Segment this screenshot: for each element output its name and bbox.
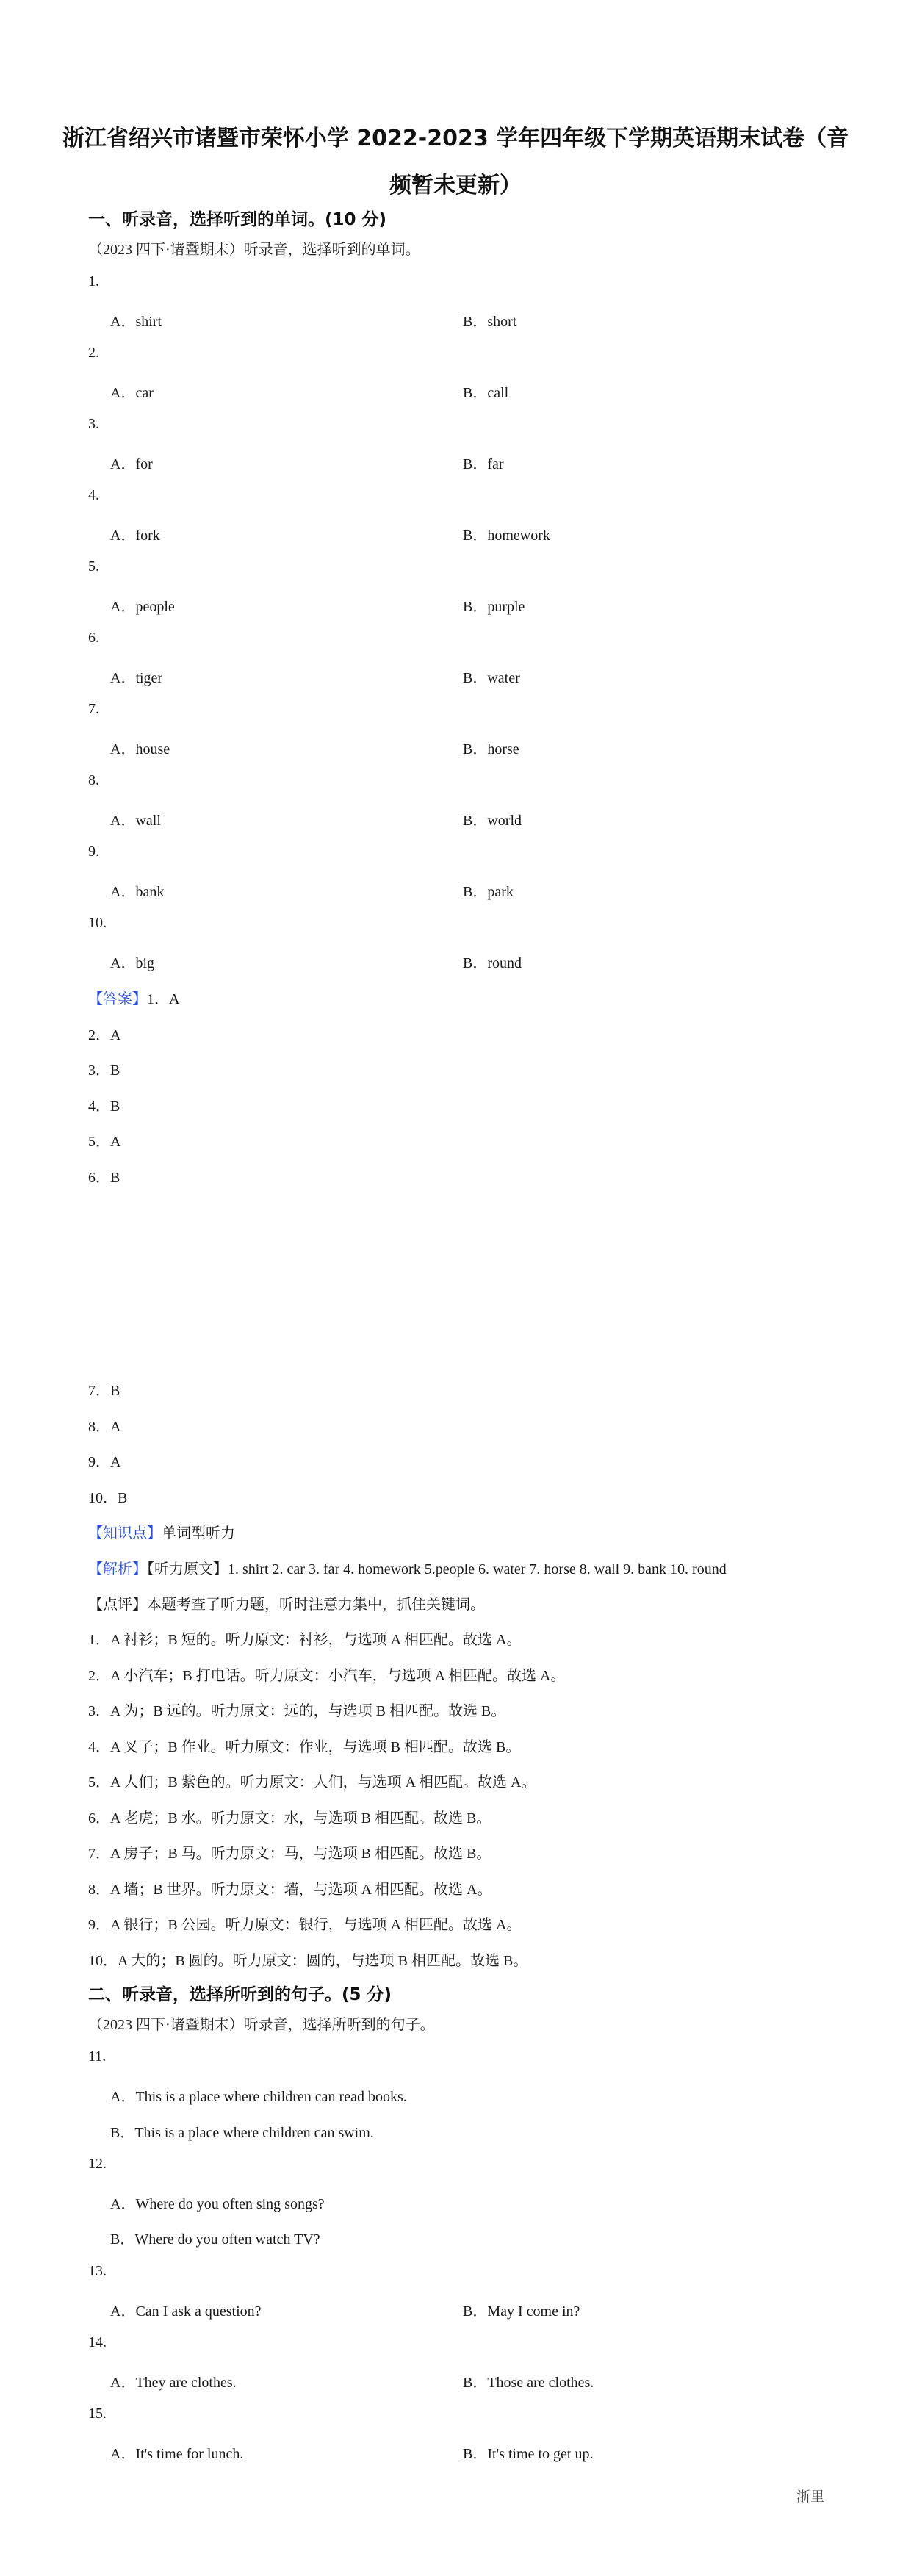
question-number: 1. (88, 273, 99, 289)
option-b[interactable]: B．This is a place where children can swim. (110, 2125, 374, 2141)
explanation-item: 8．A 墙；B 世界。听力原文：墙，与选项 A 相匹配。故选 A。 (88, 1882, 492, 1898)
explanation-item: 2．A 小汽车；B 打电话。听力原文：小汽车，与选项 A 相匹配。故选 A。 (88, 1668, 566, 1684)
option-a[interactable]: A．for (110, 456, 153, 472)
question-number: 9. (88, 843, 99, 860)
question-number: 12. (88, 2156, 107, 2172)
page-footer: 浙里 (796, 2489, 824, 2505)
section-2-source: （2023 四下·诸暨期末）听录音，选择所听到的句子。 (88, 2017, 435, 2033)
answer-item: 9．A (88, 1454, 121, 1470)
option-a[interactable]: A．tiger (110, 670, 163, 686)
knowledge-text: 单词型听力 (162, 1525, 235, 1541)
answer-item: 8．A (88, 1419, 121, 1435)
explanation-item: 5．A 人们；B 紫色的。听力原文：人们，与选项 A 相匹配。故选 A。 (88, 1774, 536, 1791)
question-number: 11. (88, 2048, 107, 2065)
answer-item: 3．B (88, 1062, 120, 1079)
analysis-tag: 【解析】 (88, 1561, 147, 1577)
explanation-item: 10．A 大的；B 圆的。听力原文：圆的，与选项 B 相匹配。故选 B。 (88, 1953, 528, 1969)
option-b[interactable]: B．call (463, 385, 509, 401)
section-1-heading: 一、听录音，选择听到的单词。(10 分) (88, 210, 387, 229)
option-a[interactable]: A．Can I ask a question? (110, 2303, 262, 2320)
option-b[interactable]: B．short (463, 314, 517, 330)
explanation-item: 9．A 银行；B 公园。听力原文：银行，与选项 A 相匹配。故选 A。 (88, 1917, 522, 1933)
option-b[interactable]: B．round (463, 955, 522, 971)
question-number: 14. (88, 2334, 107, 2350)
option-a[interactable]: A．bank (110, 884, 165, 900)
question-number: 3. (88, 416, 99, 432)
option-a[interactable]: A．They are clothes. (110, 2375, 237, 2391)
answer-item: 6．B (88, 1170, 120, 1186)
question-number: 8. (88, 772, 99, 788)
option-a[interactable]: A．Where do you often sing songs? (110, 2196, 325, 2212)
section-1-source: （2023 四下·诸暨期末）听录音，选择听到的单词。 (88, 242, 420, 258)
option-b[interactable]: B．park (463, 884, 514, 900)
option-a[interactable]: A．wall (110, 813, 161, 829)
option-b[interactable]: B．homework (463, 528, 550, 544)
answer-item: 4．B (88, 1098, 120, 1115)
option-b[interactable]: B．horse (463, 741, 519, 758)
answer-item: 5．A (88, 1134, 121, 1150)
question-number: 7. (88, 701, 99, 717)
option-a[interactable]: A．people (110, 599, 175, 615)
explanation-item: 1．A 衬衫；B 短的。听力原文：衬衫，与选项 A 相匹配。故选 A。 (88, 1632, 522, 1648)
explanation-item: 7．A 房子；B 马。听力原文：马，与选项 B 相匹配。故选 B。 (88, 1846, 491, 1862)
knowledge-point (88, 1521, 235, 1542)
question-number: 4. (88, 487, 99, 503)
answer-item: 1．A (147, 991, 180, 1007)
option-a[interactable]: A．car (110, 385, 154, 401)
option-b[interactable]: B．water (463, 670, 520, 686)
option-b[interactable]: B．Where do you often watch TV? (110, 2231, 320, 2248)
answer-item: 10．B (88, 1490, 128, 1506)
question-number: 6. (88, 630, 99, 646)
option-a[interactable]: A．It's time for lunch. (110, 2446, 244, 2462)
answer-item: 2．A (88, 1027, 121, 1043)
explanation-item: 4．A 叉子；B 作业。听力原文：作业，与选项 B 相匹配。故选 B。 (88, 1739, 521, 1755)
analysis (88, 1557, 727, 1578)
question-number: 5. (88, 558, 99, 575)
analysis-text: 【听力原文】1. shirt 2. car 3. far 4. homework 5.people 6. water 7. horse 8. wall 9. bank 10. round (147, 1561, 727, 1577)
option-a[interactable]: A．house (110, 741, 170, 758)
option-a[interactable]: A．shirt (110, 314, 162, 330)
option-a[interactable]: A．This is a place where children can read books. (110, 2089, 407, 2105)
page-title-line2: 频暂未更新） (389, 173, 522, 198)
option-a[interactable]: A．fork (110, 528, 160, 544)
explanation-item: 3．A 为；B 远的。听力原文：远的，与选项 B 相匹配。故选 B。 (88, 1703, 506, 1719)
knowledge-tag: 【知识点】 (88, 1525, 162, 1541)
comment (88, 1592, 485, 1613)
option-b[interactable]: B．world (463, 813, 522, 829)
option-b[interactable]: B．It's time to get up. (463, 2446, 594, 2462)
option-b[interactable]: B．May I come in? (463, 2303, 580, 2320)
option-b[interactable]: B．far (463, 456, 504, 472)
question-number: 2. (88, 345, 99, 361)
question-number: 10. (88, 915, 107, 931)
question-number: 13. (88, 2263, 107, 2279)
explanation-item: 6．A 老虎；B 水。听力原文：水，与选项 B 相匹配。故选 B。 (88, 1810, 491, 1827)
option-a[interactable]: A．big (110, 955, 154, 971)
answer-block (88, 987, 179, 1008)
page-title-line1: 浙江省绍兴市诸暨市荣怀小学 2022-2023 学年四年级下学期英语期末试卷（音 (62, 126, 849, 151)
comment-text: 本题考查了听力题，听时注意力集中，抓住关键词。 (147, 1597, 485, 1613)
comment-tag: 【点评】 (88, 1597, 147, 1613)
option-b[interactable]: B．Those are clothes. (463, 2375, 594, 2391)
section-2-heading: 二、听录音，选择所听到的句子。(5 分) (88, 1985, 392, 2004)
answer-item: 7．B (88, 1383, 120, 1399)
option-b[interactable]: B．purple (463, 599, 525, 615)
question-number: 15. (88, 2406, 107, 2422)
answer-tag: 【答案】 (88, 991, 147, 1007)
